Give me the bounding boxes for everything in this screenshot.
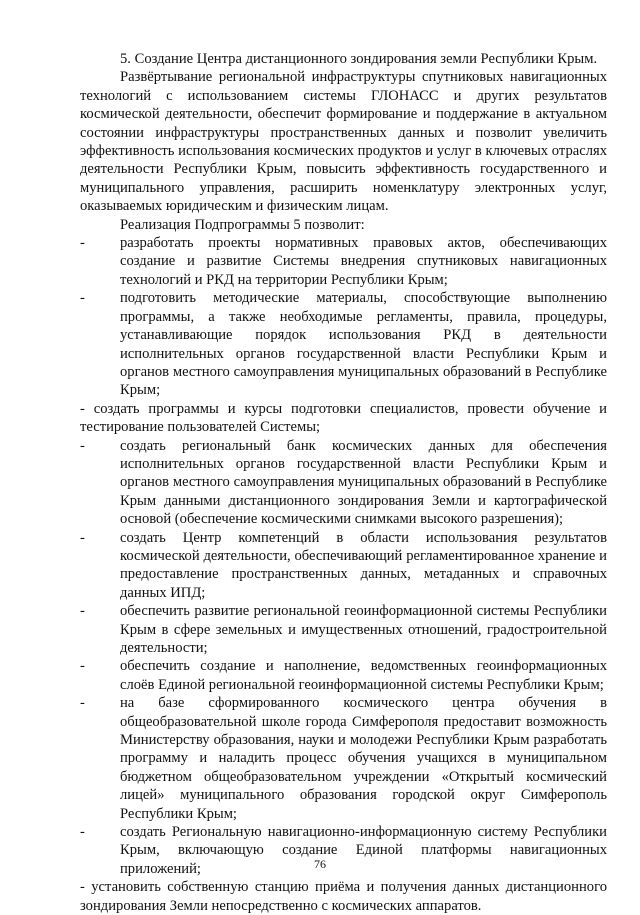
list-item: [80, 289, 607, 399]
dash-marker: -: [80, 695, 85, 712]
list-item: [80, 878, 607, 915]
section-heading: 5. Создание Центра дистанционного зондирования земли Республики Крым.: [120, 51, 598, 67]
list-item: [80, 694, 607, 823]
list-item-text: подготовить методические материалы, способствующие выполнению программы, а также необходимые регламенты, правила, процедуры, устанавливающие порядок использования РКД в деятельности исполнительных органов государственной власти Республики Крым и органов местного самоуправления муниципальных образований в Республике Крым;: [120, 290, 607, 399]
page-body: [80, 50, 607, 915]
dash-marker: -: [80, 529, 85, 546]
list-item: [80, 234, 607, 289]
dash-marker: -: [80, 658, 85, 675]
dash-marker: -: [80, 235, 85, 252]
list-item: [80, 602, 607, 657]
paragraph-intro: Развёртывание региональной инфраструктуры спутниковых навигационных технологий с использованием системы ГЛОНАСС и других результатов космической деятельности, обеспечит формирование и поддержание в актуальном состоянии инфраструктуры пространственных данных и позволит увеличить эффективность использования космических продуктов и услуг в ключевых отраслях деятельности Республики Крым, повысить эффективность государственного и муниципального управления, расширить номенклатуру электронных услуг, оказываемых юридическим и физическим лицам.: [80, 69, 607, 215]
paragraph-lead: Реализация Подпрограммы 5 позволит:: [120, 216, 365, 233]
list-item-text: - создать программы и курсы подготовки специалистов, провести обучение и тестирование пользователей Системы;: [80, 400, 607, 436]
list-item-text: создать региональный банк космических данных для обеспечения исполнительных органов государственной власти Республики Крым и органов местного самоуправления муниципальных образований в Республике Крым данными дистанционного зондирования Земли и картографической основой (обеспечение космическими снимками высокого разрешения);: [120, 437, 607, 528]
list-item: [80, 529, 607, 603]
list-item-text: обеспечить создание и наполнение, ведомственных геоинформационных слоёв Единой региональной геоинформационной системы Республики Крым;: [120, 658, 607, 693]
list-item-text: создать Центр компетенций в области использования результатов космической деятельности, обеспечивающий регламентированное хранение и предоставление пространственных данных, метаданных и справочных данных ИПД;: [120, 529, 607, 601]
list-item-text: на базе сформированного космического центра обучения в общеобразовательной школе города Симферополя предоставит возможность Министерству образования, науки и молодежи Республики Крым разработать программу и наладить процесс обучения учащихся в муниципальном бюджетном общеобразовательном учреждении «Открытый космический лицей» муниципального образования городской округ Симферополь Республики Крым;: [120, 695, 607, 822]
dash-marker: -: [80, 437, 85, 454]
list-item: [80, 400, 607, 437]
list-item: [80, 437, 607, 529]
list-item: [80, 657, 607, 694]
list-item-text: создать Региональную навигационно-информационную систему Республики Крым, включающую создание Единой платформы навигационных приложений;: [120, 824, 607, 877]
dash-marker: -: [80, 824, 85, 841]
list-item-text: - установить собственную станцию приёма и получения данных дистанционного зондирования Земли непосредственно с космических аппаратов.: [80, 879, 607, 914]
dash-marker: -: [80, 603, 85, 620]
list-item-text: обеспечить развитие региональной геоинформационной системы Республики Крым в сфере земельных и имущественных отношений, градостроительной деятельности;: [120, 603, 607, 656]
page-number: 76: [314, 857, 326, 871]
list-item-text: разработать проекты нормативных правовых актов, обеспечивающих создание и развитие Системы внедрения спутниковых навигационных технологий и РКД на территории Республики Крым;: [120, 235, 607, 288]
dash-marker: -: [80, 290, 85, 307]
